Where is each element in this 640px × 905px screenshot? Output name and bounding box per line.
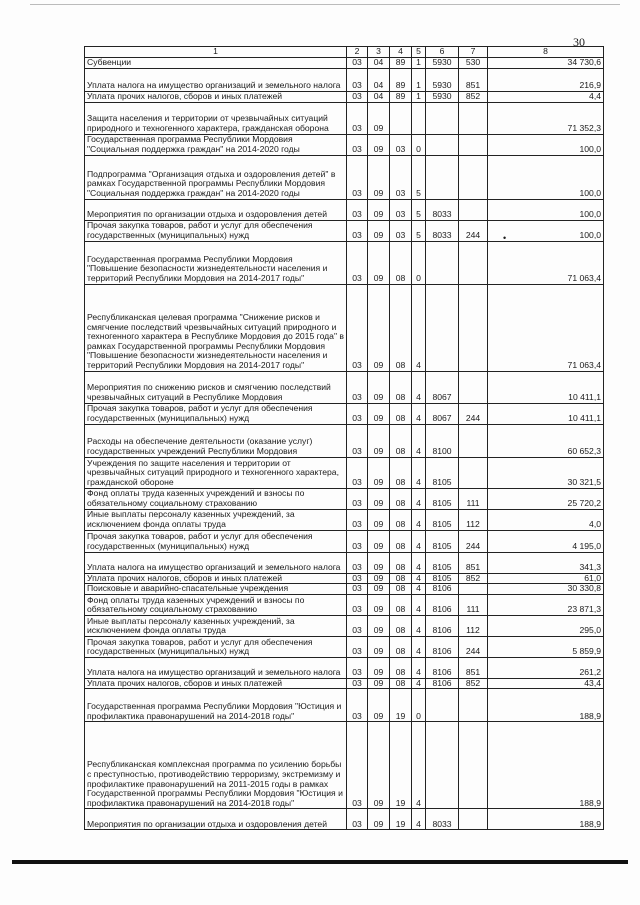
row-code	[459, 424, 488, 457]
row-code	[459, 134, 488, 155]
table-row	[85, 134, 604, 155]
row-description: Субвенции	[85, 58, 347, 69]
row-code: 4	[412, 678, 426, 689]
table-row	[85, 573, 604, 584]
row-code: 03	[347, 403, 368, 424]
row-code: 4	[412, 552, 426, 573]
row-description: Прочая закупка товаров, работ и услуг для обеспечения государственных (муниципальных) нужд	[85, 636, 347, 657]
row-code	[426, 134, 459, 155]
row-description: Защита населения и территории от чрезвычайных ситуаций природного и техногенного характера, гражданская оборона	[85, 102, 347, 134]
row-code: 89	[390, 92, 412, 103]
row-code	[459, 809, 488, 830]
table-row	[85, 220, 604, 241]
row-code: 09	[368, 220, 390, 241]
row-code: 244	[459, 403, 488, 424]
row-code: 03	[347, 678, 368, 689]
row-code: 09	[368, 657, 390, 678]
row-description: Иные выплаты персоналу казенных учреждений, за исключением фонда оплаты труда	[85, 615, 347, 636]
row-code: 112	[459, 615, 488, 636]
row-code: 100,0	[488, 220, 604, 241]
row-code: 09	[368, 636, 390, 657]
row-description: Подпрограмма "Организация отдыха и оздоровления детей" в рамках Государственной программы Республики Мордовия "Социальная поддержка граждан" на 2014-2020 годы	[85, 155, 347, 199]
row-code: 34 730,6	[488, 58, 604, 69]
header-cell: 5	[412, 47, 426, 58]
row-code: 71 063,4	[488, 241, 604, 284]
row-code: 08	[390, 488, 412, 509]
header-cell: 4	[390, 47, 412, 58]
row-code: 8033	[426, 809, 459, 830]
row-code: 03	[347, 573, 368, 584]
row-code: 5	[412, 199, 426, 220]
row-code: 03	[347, 241, 368, 284]
row-code: 4	[412, 809, 426, 830]
row-code: 03	[347, 488, 368, 509]
row-code: 852	[459, 92, 488, 103]
row-code: 09	[368, 134, 390, 155]
row-description: Фонд оплаты труда казенных учреждений и взносы по обязательному социальному страхованию	[85, 488, 347, 509]
row-code: 03	[347, 657, 368, 678]
row-code: 19	[390, 809, 412, 830]
row-code: 111	[459, 594, 488, 615]
row-code: 8033	[426, 199, 459, 220]
table-row	[85, 615, 604, 636]
row-description: Государственная программа Республики Мордовия "Социальная поддержка граждан" на 2014-2020 годы	[85, 134, 347, 155]
row-code: 03	[347, 689, 368, 722]
row-code: 89	[390, 69, 412, 92]
row-description: Мероприятия по организации отдыха и оздоровления детей	[85, 809, 347, 830]
row-code: 09	[368, 689, 390, 722]
row-code: 4	[412, 284, 426, 371]
page-number: 30	[573, 35, 585, 49]
row-code: 295,0	[488, 615, 604, 636]
row-code: 09	[368, 552, 390, 573]
row-description: Государственная программа Республики Мордовия "Повышение безопасности жизнедеятельности населения и территорий Республики Мордовия на 2014-2017 годы"	[85, 241, 347, 284]
row-code: 4	[412, 636, 426, 657]
row-code: 03	[347, 424, 368, 457]
row-code: 08	[390, 457, 412, 488]
row-code: 03	[347, 509, 368, 530]
row-code: 4	[412, 424, 426, 457]
table-row	[85, 241, 604, 284]
table-row	[85, 584, 604, 595]
row-code: 4	[412, 488, 426, 509]
row-code: 03	[347, 58, 368, 69]
row-code	[459, 199, 488, 220]
row-code: 09	[368, 615, 390, 636]
row-code: 03	[347, 199, 368, 220]
row-code: 100,0	[488, 134, 604, 155]
row-code: 100,0	[488, 199, 604, 220]
row-code: 851	[459, 552, 488, 573]
row-description: Мероприятия по снижению рисков и смягчению последствий чрезвычайных ситуаций в Республике Мордовия	[85, 371, 347, 403]
row-code: 5 859,9	[488, 636, 604, 657]
row-code: 03	[347, 552, 368, 573]
row-code: 08	[390, 552, 412, 573]
row-code	[426, 241, 459, 284]
row-code: 09	[368, 284, 390, 371]
row-code: 188,9	[488, 809, 604, 830]
row-description: Уплата налога на имущество организаций и земельного налога	[85, 657, 347, 678]
row-code: 8105	[426, 573, 459, 584]
row-code	[426, 284, 459, 371]
row-code: 03	[347, 809, 368, 830]
row-code	[426, 722, 459, 809]
row-code: 09	[368, 241, 390, 284]
row-code: 04	[368, 92, 390, 103]
row-code: 08	[390, 584, 412, 595]
row-description: Государственная программа Республики Мордовия "Юстиция и профилактика правонарушений на 2014-2018 годы"	[85, 689, 347, 722]
row-code: 4	[412, 584, 426, 595]
table-row	[85, 488, 604, 509]
row-code: 112	[459, 509, 488, 530]
row-code	[459, 371, 488, 403]
row-code: 43,4	[488, 678, 604, 689]
row-code: 8105	[426, 509, 459, 530]
row-code: 03	[347, 155, 368, 199]
row-code: 8067	[426, 371, 459, 403]
row-code: 8106	[426, 636, 459, 657]
header-cell: 3	[368, 47, 390, 58]
row-code: 89	[390, 58, 412, 69]
table-row	[85, 403, 604, 424]
row-code: 0	[412, 241, 426, 284]
budget-table	[84, 46, 604, 830]
row-code: 09	[368, 155, 390, 199]
header-cell: 7	[459, 47, 488, 58]
row-code: 4	[412, 722, 426, 809]
row-code: 4,0	[488, 509, 604, 530]
table-row	[85, 284, 604, 371]
table-row	[85, 530, 604, 552]
row-description: Уплата прочих налогов, сборов и иных платежей	[85, 678, 347, 689]
row-code: 08	[390, 573, 412, 584]
row-code: 03	[347, 92, 368, 103]
row-code: 5	[412, 220, 426, 241]
table-row	[85, 809, 604, 830]
row-code: 8100	[426, 424, 459, 457]
row-code: 244	[459, 530, 488, 552]
row-code: 09	[368, 722, 390, 809]
row-code: 4	[412, 457, 426, 488]
row-code: 09	[368, 457, 390, 488]
row-description: Прочая закупка товаров, работ и услуг для обеспечения государственных (муниципальных) нужд	[85, 403, 347, 424]
row-code: 04	[368, 69, 390, 92]
table-row	[85, 594, 604, 615]
table-row	[85, 92, 604, 103]
table-row	[85, 722, 604, 809]
row-code: 09	[368, 594, 390, 615]
table-row	[85, 678, 604, 689]
table-header-row	[85, 47, 604, 58]
row-code: 19	[390, 722, 412, 809]
row-code: 03	[347, 371, 368, 403]
header-cell: 1	[85, 47, 347, 58]
row-description: Поисковые и аварийно-спасательные учреждения	[85, 584, 347, 595]
row-code: 8106	[426, 594, 459, 615]
row-code: 03	[347, 594, 368, 615]
row-code: 03	[347, 69, 368, 92]
row-code: 8106	[426, 657, 459, 678]
header-cell: 6	[426, 47, 459, 58]
row-code: 08	[390, 678, 412, 689]
row-code: 851	[459, 69, 488, 92]
row-code	[412, 102, 426, 134]
row-code: 19	[390, 689, 412, 722]
row-code	[459, 284, 488, 371]
row-code: 04	[368, 58, 390, 69]
row-code: 30 330,8	[488, 584, 604, 595]
row-code: 09	[368, 809, 390, 830]
row-code: 09	[368, 371, 390, 403]
row-code: 08	[390, 615, 412, 636]
row-code: 10 411,1	[488, 371, 604, 403]
table-row	[85, 69, 604, 92]
row-code: 188,9	[488, 722, 604, 809]
row-code	[390, 102, 412, 134]
row-code: 03	[347, 102, 368, 134]
row-code: 8105	[426, 552, 459, 573]
row-code: 71 352,3	[488, 102, 604, 134]
row-code: 03	[390, 220, 412, 241]
row-code: 08	[390, 284, 412, 371]
row-code: 03	[347, 615, 368, 636]
row-description: Уплата налога на имущество организаций и земельного налога	[85, 69, 347, 92]
row-code	[459, 722, 488, 809]
row-code: 5930	[426, 92, 459, 103]
row-code	[426, 689, 459, 722]
table-row	[85, 552, 604, 573]
table-row	[85, 657, 604, 678]
row-code: 4	[412, 573, 426, 584]
row-code: 09	[368, 403, 390, 424]
row-code: 8106	[426, 615, 459, 636]
row-code: 09	[368, 530, 390, 552]
row-code: 4	[412, 530, 426, 552]
row-code: 5	[412, 155, 426, 199]
row-code: 09	[368, 584, 390, 595]
row-code: 09	[368, 488, 390, 509]
row-code: 5930	[426, 58, 459, 69]
table-row	[85, 371, 604, 403]
table-row	[85, 424, 604, 457]
row-code: 03	[390, 155, 412, 199]
row-code	[459, 584, 488, 595]
row-code: 23 871,3	[488, 594, 604, 615]
row-code: 03	[390, 134, 412, 155]
row-code: 03	[347, 530, 368, 552]
table-row	[85, 509, 604, 530]
row-code: 09	[368, 102, 390, 134]
table-row	[85, 457, 604, 488]
row-code: 1	[412, 69, 426, 92]
row-code: 111	[459, 488, 488, 509]
row-code: 09	[368, 424, 390, 457]
row-code: 09	[368, 678, 390, 689]
row-code: 08	[390, 657, 412, 678]
row-code: 244	[459, 220, 488, 241]
row-code: 30 321,5	[488, 457, 604, 488]
row-code: 08	[390, 403, 412, 424]
row-code: 4	[412, 403, 426, 424]
row-description: Уплата налога на имущество организаций и земельного налога	[85, 552, 347, 573]
row-code: 4 195,0	[488, 530, 604, 552]
row-code: 852	[459, 573, 488, 584]
row-code: 261,2	[488, 657, 604, 678]
table-row	[85, 199, 604, 220]
row-code: 8033	[426, 220, 459, 241]
row-code: 8105	[426, 530, 459, 552]
row-code	[459, 689, 488, 722]
row-code: 4,4	[488, 92, 604, 103]
row-code: 8106	[426, 584, 459, 595]
row-code: 25 720,2	[488, 488, 604, 509]
row-code: 08	[390, 636, 412, 657]
table-row	[85, 58, 604, 69]
row-code: 03	[347, 284, 368, 371]
row-code: 100,0	[488, 155, 604, 199]
row-code: 530	[459, 58, 488, 69]
row-description: Мероприятия по организации отдыха и оздоровления детей	[85, 199, 347, 220]
row-description: Прочая закупка товаров, работ и услуг для обеспечения государственных (муниципальных) нужд	[85, 530, 347, 552]
row-description: Иные выплаты персоналу казенных учреждений, за исключением фонда оплаты труда	[85, 509, 347, 530]
stray-mark: •	[503, 233, 507, 243]
row-code: 4	[412, 509, 426, 530]
row-code: 08	[390, 509, 412, 530]
row-code: 09	[368, 199, 390, 220]
row-code: 03	[347, 584, 368, 595]
row-code: 4	[412, 371, 426, 403]
row-description: Прочая закупка товаров, работ и услуг для обеспечения государственных (муниципальных) нужд	[85, 220, 347, 241]
row-code: 60 652,3	[488, 424, 604, 457]
row-code: 851	[459, 657, 488, 678]
row-code: 1	[412, 92, 426, 103]
row-code: 4	[412, 615, 426, 636]
row-code: 188,9	[488, 689, 604, 722]
row-code: 03	[390, 199, 412, 220]
row-code: 10 411,1	[488, 403, 604, 424]
row-code: 03	[347, 220, 368, 241]
row-code	[459, 241, 488, 284]
row-code: 1	[412, 58, 426, 69]
row-code: 5930	[426, 69, 459, 92]
row-code: 61,0	[488, 573, 604, 584]
row-description: Уплата прочих налогов, сборов и иных платежей	[85, 92, 347, 103]
scan-top-line	[30, 4, 620, 5]
row-code: 341,3	[488, 552, 604, 573]
header-cell: 8	[488, 47, 604, 58]
row-code	[426, 155, 459, 199]
row-code: 08	[390, 371, 412, 403]
row-code: 09	[368, 573, 390, 584]
row-description: Учреждения по защите населения и территории от чрезвычайных ситуаций природного и техногенного характера, гражданской обороне	[85, 457, 347, 488]
row-code: 244	[459, 636, 488, 657]
row-code: 4	[412, 594, 426, 615]
row-code: 4	[412, 657, 426, 678]
row-code: 0	[412, 689, 426, 722]
row-code: 71 063,4	[488, 284, 604, 371]
row-description: Республиканская комплексная программа по усилению борьбы с преступностью, противодействию терроризму, экстремизму и профилактике правонарушений на 2011-2015 годы в рамках Государственной программы Республики Мордовия "Юстиция и профилактика правонарушений на 2014-2018 годы"	[85, 722, 347, 809]
row-code: 08	[390, 530, 412, 552]
row-code: 03	[347, 636, 368, 657]
table-row	[85, 636, 604, 657]
row-code: 08	[390, 424, 412, 457]
row-description: Фонд оплаты труда казенных учреждений и взносы по обязательному социальному страхованию	[85, 594, 347, 615]
row-code: 8105	[426, 457, 459, 488]
row-code: 8067	[426, 403, 459, 424]
table-row	[85, 155, 604, 199]
row-code: 03	[347, 134, 368, 155]
row-code	[459, 102, 488, 134]
row-code: 8105	[426, 488, 459, 509]
scan-bottom-bar	[12, 860, 628, 864]
row-description: Расходы на обеспечение деятельности (оказание услуг) государственных учреждений Республики Мордовия	[85, 424, 347, 457]
row-code: 852	[459, 678, 488, 689]
table-row	[85, 102, 604, 134]
row-code: 8106	[426, 678, 459, 689]
row-code: 08	[390, 241, 412, 284]
row-code: 03	[347, 457, 368, 488]
row-code	[426, 102, 459, 134]
row-description: Республиканская целевая программа "Снижение рисков и смягчение последствий чрезвычайных ситуаций природного и техногенного характера в Республике Мордовия до 2015 года" в рамках Государственной программы Республики Мордовия "Повышение безопасности жизнедеятельности населения и территорий Республики Мордовия на 2014-2017 годы"	[85, 284, 347, 371]
table-row	[85, 689, 604, 722]
row-code: 0	[412, 134, 426, 155]
row-code: 08	[390, 594, 412, 615]
row-code: 216,9	[488, 69, 604, 92]
row-description: Уплата прочих налогов, сборов и иных платежей	[85, 573, 347, 584]
row-code	[459, 155, 488, 199]
row-code: 03	[347, 722, 368, 809]
header-cell: 2	[347, 47, 368, 58]
row-code	[459, 457, 488, 488]
row-code: 09	[368, 509, 390, 530]
